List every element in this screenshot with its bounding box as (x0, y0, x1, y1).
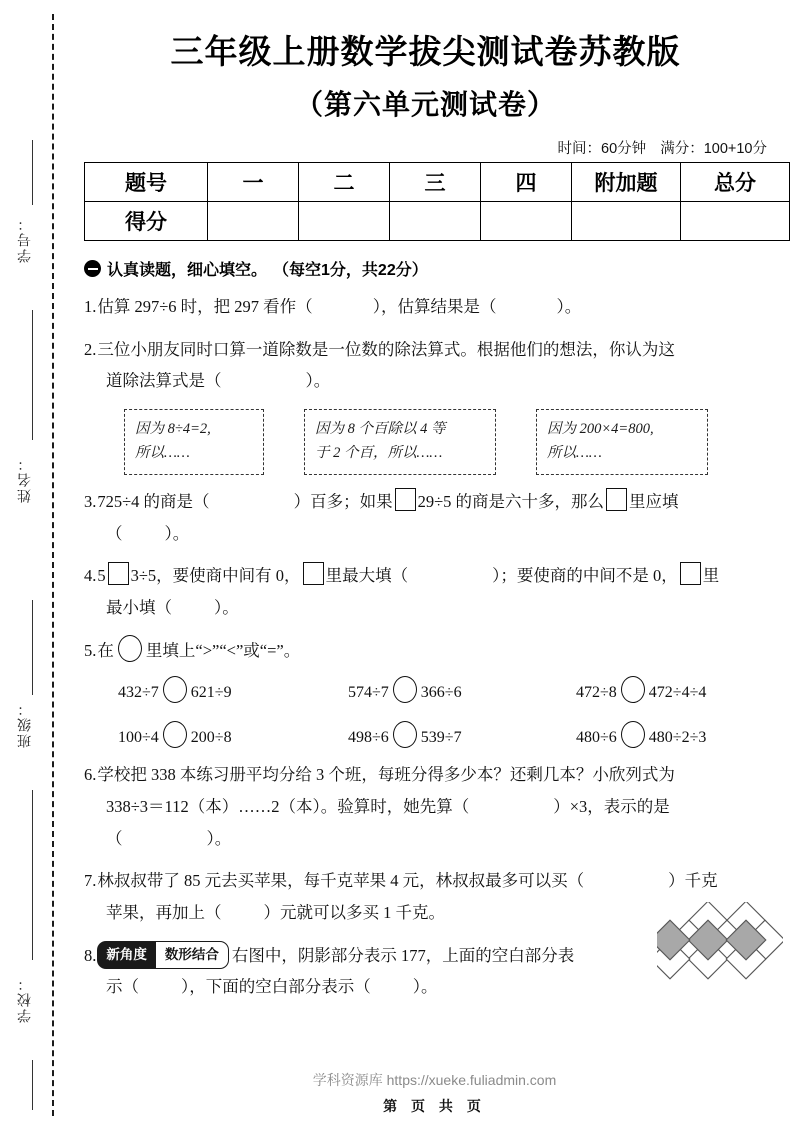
question-6-line2-pre: 338÷3＝112（本）……2（本）。验算时，她先算（ (106, 796, 470, 816)
question-3-number: 3. (84, 491, 97, 511)
comparison-item-6 (576, 721, 797, 748)
score-table (84, 162, 790, 241)
thought-box-3 (536, 409, 708, 475)
margin-rule (32, 140, 33, 205)
question-6-line3-post: ）。 (206, 828, 232, 848)
exam-page (72, 0, 797, 1130)
comparison-3-right: 472÷4÷4 (648, 684, 707, 702)
question-4-seg1: 5 (97, 566, 106, 586)
question-1-part1: 估算 297÷6 时，把 297 看作（ (97, 297, 313, 316)
question-2-line1: 三位小朋友同时口算一道除数是一位数的除法算式。根据他们的想法，你认为这 (97, 339, 675, 359)
answer-box[interactable] (108, 562, 129, 585)
question-6-line2 (84, 791, 797, 823)
question-4-seg5: 里 (702, 566, 720, 586)
comparison-2-right: 366÷6 (420, 684, 462, 702)
question-2-number: 2. (84, 339, 97, 359)
margin-label-student-id: 学号： (16, 215, 32, 263)
question-2-line2 (84, 365, 797, 397)
question-4 (84, 560, 797, 623)
page-subtitle: （第六单元测试卷） (294, 89, 556, 120)
score-cell-bonus[interactable] (572, 202, 681, 241)
section-points: （每空1分，共22分） (273, 262, 428, 279)
question-8-number: 8. (84, 945, 97, 965)
thought-box-1-line1: 因为 8÷4=2, (135, 421, 211, 438)
fold-dashed-line (52, 14, 54, 1116)
margin-rule (32, 310, 33, 440)
column-header-total: 总分 (681, 163, 790, 202)
row-header-question-number: 题号 (85, 163, 208, 202)
thought-box-2 (304, 409, 496, 475)
question-4-number: 4. (84, 566, 97, 586)
comparison-4-right: 200÷8 (190, 729, 232, 747)
question-1-part2: ），估算结果是（ (372, 297, 497, 316)
page-footer (72, 1070, 797, 1116)
question-5-prompt-post: 里填上“>”“<”或“=”。 (145, 640, 301, 660)
question-8-badges (97, 946, 232, 965)
question-3 (84, 486, 797, 549)
margin-label-student-name: 姓名： (16, 455, 32, 503)
table-row (85, 163, 790, 202)
badge-new-angle: 新角度 (97, 941, 156, 970)
question-4-seg4: ）；要使商的中间不是 0， (492, 566, 678, 586)
column-header-3: 三 (390, 163, 481, 202)
comparison-item-3 (576, 676, 797, 703)
column-header-4: 四 (481, 163, 572, 202)
question-2-line2-post: ）。 (305, 371, 331, 391)
total-score-label: 满分：100+10分 (660, 141, 767, 157)
answer-box[interactable] (395, 488, 416, 511)
table-row (85, 202, 790, 241)
comparison-item-5 (348, 721, 576, 748)
exam-meta (72, 137, 767, 158)
question-3-seg2: ）百多；如果 (293, 491, 393, 511)
thought-box-3-line2: 所以…… (547, 444, 602, 461)
question-7-line1-pre: 林叔叔带了 85 元去买苹果，每千克苹果 4 元，林叔叔最多可以买（ (97, 871, 585, 891)
question-5 (84, 635, 797, 667)
section-number-circle-icon (84, 260, 101, 277)
section-title: 认真读题，细心填空。 (107, 262, 268, 279)
thought-box-2-line1: 因为 8 个百除以 4 等 (315, 421, 446, 438)
thought-box-1 (124, 409, 264, 475)
question-4-line2 (84, 592, 797, 624)
question-4-seg2: 3÷5，要使商中间有 0， (130, 566, 301, 586)
comparison-5-left: 498÷6 (348, 729, 389, 747)
badge-number-shape: 数形结合 (156, 941, 229, 970)
shaded-diamonds-figure (657, 902, 783, 991)
question-7-line1-post: ）千克 (668, 871, 718, 891)
question-4-seg3: 里最大填（ (325, 566, 409, 586)
answer-circle[interactable] (621, 676, 645, 703)
thought-box-1-line2: 所以…… (135, 444, 190, 461)
comparison-item-2 (348, 676, 576, 703)
answer-circle[interactable] (118, 635, 142, 662)
question-6-line2-post: ）×3，表示的是 (553, 796, 670, 816)
margin-rule (32, 1060, 33, 1110)
thought-box-3-line1: 因为 200×4=800, (547, 421, 654, 438)
question-3-seg4: 里应填 (629, 491, 679, 511)
answer-box[interactable] (303, 562, 324, 585)
answer-circle[interactable] (163, 676, 187, 703)
margin-label-school: 学校： (16, 975, 32, 1023)
question-1-number: 1. (84, 297, 97, 316)
column-header-1: 一 (208, 163, 299, 202)
question-5-number: 5. (84, 640, 97, 660)
answer-circle[interactable] (393, 721, 417, 748)
score-cell-1[interactable] (208, 202, 299, 241)
question-5-prompt-pre: 在 (97, 640, 114, 660)
row-header-score: 得分 (85, 202, 208, 241)
score-cell-total[interactable] (681, 202, 790, 241)
question-6-line1: 学校把 338 本练习册平均分给 3 个班，每班分得多少本？还剩几本？小欣列式为 (97, 765, 675, 785)
comparison-5-right: 539÷7 (420, 729, 462, 747)
thought-bubble-row (124, 409, 797, 475)
column-header-bonus: 附加题 (572, 163, 681, 202)
answer-box[interactable] (606, 488, 627, 511)
score-cell-4[interactable] (481, 202, 572, 241)
question-6-line3 (84, 823, 797, 855)
comparison-6-left: 480÷6 (576, 729, 617, 747)
section-heading-1 (84, 257, 797, 280)
diamond-pattern-icon (657, 902, 783, 986)
question-1 (84, 291, 797, 323)
answer-box[interactable] (680, 562, 701, 585)
question-4-seg6: 最小填（ (106, 597, 172, 617)
time-limit-label: 时间：60分钟 (557, 141, 647, 157)
binding-margin (0, 0, 72, 1130)
answer-circle[interactable] (393, 676, 417, 703)
question-1-part3: ）。 (556, 297, 582, 316)
comparison-grid (118, 676, 797, 748)
question-3-seg5: （ (106, 523, 123, 543)
question-2 (84, 334, 797, 397)
question-3-seg3: 29÷5 的商是六十多，那么 (417, 491, 604, 511)
footer-page-number: 第 页 共 页 (383, 1098, 486, 1114)
comparison-2-left: 574÷7 (348, 684, 389, 702)
question-7-line2-post: ）元就可以多买 1 千克。 (263, 902, 445, 922)
question-8-line2-pre: 示（ (106, 977, 139, 997)
question-3-seg6: ）。 (164, 523, 190, 543)
thought-box-2-line2: 于 2 个百，所以…… (315, 444, 443, 461)
question-7-line2-pre: 苹果，再加上（ (106, 902, 222, 922)
comparison-1-left: 432÷7 (118, 684, 159, 702)
comparison-1-right: 621÷9 (190, 684, 232, 702)
question-6 (84, 759, 797, 854)
comparison-item-4 (118, 721, 348, 748)
answer-circle[interactable] (163, 721, 187, 748)
question-8-line2-post: ）。 (412, 977, 438, 997)
footer-source-link[interactable]: 学科资源库 https://xueke.fuliadmin.com (312, 1072, 557, 1088)
question-4-seg7: ）。 (214, 597, 239, 617)
question-3-line2 (84, 518, 797, 550)
comparison-4-left: 100÷4 (118, 729, 159, 747)
margin-rule (32, 600, 33, 695)
question-8-line2-mid: ），下面的空白部分表示（ (181, 977, 371, 997)
margin-rule (32, 790, 33, 960)
question-8-line1: 右图中，阴影部分表示 177，上面的空白部分表 (231, 945, 575, 965)
page-title: 三年级上册数学拔尖测试卷苏教版 (170, 33, 681, 70)
question-2-line2-pre: 道除法算式是（ (106, 371, 222, 391)
answer-circle[interactable] (621, 721, 645, 748)
comparison-3-left: 472÷8 (576, 684, 617, 702)
question-6-number: 6. (84, 765, 97, 785)
question-3-seg1: 725÷4 的商是（ (97, 491, 210, 511)
margin-label-class: 班级： (16, 700, 32, 748)
column-header-2: 二 (299, 163, 390, 202)
score-cell-2[interactable] (299, 202, 390, 241)
question-7-number: 7. (84, 871, 97, 891)
comparison-6-right: 480÷2÷3 (648, 729, 707, 747)
comparison-item-1 (118, 676, 348, 703)
question-6-line3-pre: （ (106, 828, 123, 848)
score-cell-3[interactable] (390, 202, 481, 241)
